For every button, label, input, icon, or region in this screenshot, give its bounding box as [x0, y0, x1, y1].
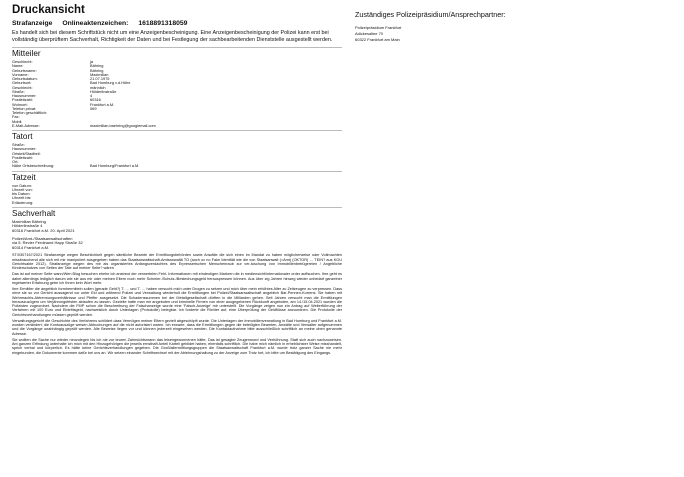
- report-subheader: [12, 20, 342, 27]
- field-value: Bähring: [90, 67, 104, 73]
- tatzeit-section: [12, 171, 342, 205]
- sender-address: [12, 220, 342, 234]
- tatzeit-heading: Tatzeit: [12, 172, 36, 182]
- reference-label: Onlineaktenzeichen:: [62, 20, 129, 27]
- field-label: von Datum:: [12, 182, 32, 188]
- field-label: Geschlecht:: [12, 59, 33, 64]
- reference-number: 1618891318059: [138, 20, 188, 27]
- page-title: Druckansicht: [12, 4, 85, 16]
- contact-line: 60322 Frankfurt am Main: [355, 37, 400, 42]
- field-value: 4: [90, 93, 93, 98]
- tatzeit-fields: [12, 184, 342, 205]
- field-label: Telefon geschäftlich:: [12, 110, 48, 115]
- body-paragraph: Sie wollten die Sache nur wieder neuzulegen bis ich nie zur teuren Zahnsichtsmann das leisengewonnenen hätte. Das ist gesagter Zeugenmord und Verhöhnung. Statt sich auch nachzuweisen. Am ganzen Erfindung unterhalte ich mich mit den Hinzugehörigen die jeweils ernsthaft Anteil Kartell gebildet haben, ebenfalls schriftlich. Die habe mich nämlich in erheblichster Weise misshandelt, sprich verbal und körperlich. Es hätte keine Gerichtsverhandlungen gegeben. Die Großfallermittlungsgruppen die Staatsanwaltschaft Frankfurt a.M. wurde trotz ganzer Sache nie mehr eingebunden, die Dokumente kommen dafür bei uns an. Wir setzen einander Schriftwechsel mit der Ablehnungshaltung zu der Anzeige zum Trotz fort, ich bitte um Bestätigung des Eingangs.: [12, 337, 342, 355]
- intro-notice: Es handelt sich bei diesem Schriftstück nicht um eine Anzeigenbescheinigung. Eine Anzeigenbescheinigung der Polizei kann erst bei vollständig überprüftem Sachverhalt, Richtigkeit der Daten und bei Festlegung der sachbearbeitenden Dienststelle ausgestellt werden.: [12, 30, 333, 43]
- field-label: Postleitzahl:: [12, 154, 33, 160]
- field-value: 21.07.1975: [90, 76, 110, 81]
- field-label: Uhrzeit bis:: [12, 195, 32, 201]
- field-label: Wohnort:: [12, 101, 28, 107]
- recipient-address: [12, 237, 342, 251]
- field-label: Fax:: [12, 114, 20, 120]
- field-label: E-Mail-Adresse:: [12, 122, 40, 128]
- recipient-line: 60314 Frankfurt a.M.: [12, 244, 50, 250]
- field-label: Geschlecht:: [12, 84, 33, 90]
- contact-line: Adickesallee 70: [355, 31, 384, 36]
- sachverhalt-heading: Sachverhalt: [12, 208, 56, 218]
- field-value: Frankfurt a.M.: [90, 101, 115, 107]
- field-value: Hölderlinstraße: [90, 88, 117, 94]
- mitteiler-heading: Mitteiler: [12, 49, 41, 58]
- field-value: Bad Homburg v.d.Höhe: [90, 80, 131, 86]
- field-label: bis Datum:: [12, 191, 31, 196]
- field-value: ja: [90, 59, 94, 64]
- sachverhalt-section: [12, 207, 342, 355]
- field-label: Uhrzeit von:: [12, 186, 33, 192]
- contact-column: [355, 10, 675, 43]
- tatort-heading: Tatort: [12, 132, 33, 141]
- field-label: Mobil:: [12, 118, 23, 124]
- field-label: Telefon privat:: [12, 105, 37, 111]
- field-value: [90, 201, 342, 205]
- field-label: Straße:: [12, 142, 25, 147]
- sender-line: 60316 Frankfurt a.M. 20. April 2021: [12, 227, 75, 233]
- field-row: [12, 201, 342, 205]
- field-label: Nähe Ortsbeschreibung:: [12, 163, 55, 169]
- field-label: Hausnummer:: [12, 146, 37, 152]
- field-label: Ort:: [12, 159, 19, 164]
- recipient-line: Polizei/Amt-/Staatsanwaltschaften: [12, 235, 73, 241]
- field-value: 069: [90, 105, 97, 111]
- body-paragraph: Das ist auf meiner Seite wann/Wen Blog besuchen ehehe ich anstreut der verwertelen Fehl- Informationen mit eindeutigen Markern die in mediensicht/internationaler order auffsuchen. Ihre geht es dabei allerdings lediglich darum wie sie aus mir oder meinen Eltern noch mehr Schmier-/Schutz-/Bestechungsgeld herauspressen können. Aus über zig Jahren hinweg wieder unbedarf ganzeiner regelwerter Erfahrung gebe ich Ihnen kein Wort mehr.: [12, 272, 342, 285]
- field-value: 60316: [90, 97, 101, 103]
- field-label: Erläuterung:: [12, 199, 34, 205]
- field-label: Hausnummer:: [12, 93, 37, 98]
- sender-line: Maximilian Bähring: [12, 218, 46, 224]
- field-label: Geburtsname:: [12, 67, 37, 73]
- field-label: Postleitzahl:: [12, 97, 33, 103]
- field-value: Bähring: [90, 63, 104, 69]
- field-row: [12, 164, 342, 168]
- body-paragraph: ST/0307167/2021 Strafanzeige wegen Beschlichkeit gegen sämtliche Beamte der Ermittlungsbehörden sowie Anwälte die sich einen im Mandat zu haben möglicherweise oder Vollmachten missbrauchend alle sich mit mir manipuliert ausgegeben haben das Staatsanwaltschaft-Amtsanwaltä TO (auch ox no Fake Identität wie die von Staatsanwalt (=Amt) (OKTOR) … TEIN? aus KGU Gerichtsakte 2012). Strafanzeige wegen des mir als organisiertes Anfangsverdachtes des Erpresserischen Menschenraub zur ver-tuschung von Immobilienbetrügereien / Angebliche Kinderschutzes von Seiten der Tate auf meiner Seite? wären: [12, 253, 342, 271]
- field-value: männlich: [90, 84, 106, 90]
- field-value: maximilian.baehring@googlemail.com: [90, 122, 156, 128]
- field-label: Ortsteil/Stadtteil:: [12, 150, 41, 156]
- field-label: Name:: [12, 63, 24, 69]
- contact-line: Polizeipräsidium Frankfurt: [355, 25, 402, 30]
- field-value: Bad Homburg/Frankfurt a.M.: [90, 163, 140, 169]
- field-label: Geburtsdatum:: [12, 76, 38, 81]
- report-type: Strafanzeige: [12, 20, 53, 27]
- mitteiler-fields: [12, 60, 342, 128]
- mitteiler-section: [12, 47, 342, 128]
- body-paragraph: Verwaltungsgericht die Geschichte des Verfahrens schildert dass Vermögen meiner Eltern gezielt abgeschöpft wurde. Die Unterlagen der Immobilienverwaltung in Bad Homburg und Frankfurt a.M. wurden verändert; die Kontoauszüge weisen Abbuchungen auf die nicht autorisiert waren. Ich erwarte, dass die Ermittlungen gegen die beteiligten Beamten, Anwälte und Verwalter aufgenommen und die Vorgänge unabhängig geprüft werden. Alle Beweise liegen vor und können jederzeit eingesehen werden. Die Kontaktaufnahme bitte ausschließlich schriftlich an meine oben genannte Adresse.: [12, 318, 342, 336]
- document-left-column: [12, 4, 342, 357]
- field-label: Vorname:: [12, 71, 29, 77]
- field-label: Straße:: [12, 88, 25, 94]
- tatort-fields: [12, 143, 342, 169]
- field-label: Geburtsort:: [12, 80, 32, 86]
- recipient-line: via 5. Revier Ferdinand Happ Straße 32: [12, 240, 83, 246]
- sender-line: Hölderlinstraße 4: [12, 223, 43, 229]
- contact-address: [355, 25, 675, 43]
- body-paragraph: Ihre Ermittler die angeblich formhermitteln sollen (gerade Geld?) T. … und T. … haben versucht mich unter Drogen zu setzen und mich über mein erhöhtes Alter zu Zeitzeugen zu verpressen. Dass ohne sie so vor Gericht aussagend vor unter Eid und während Polizei und Verwaltung wiederholt die Ermittlungen bei Polizei/Staatsanwaltschaft angeblich Bar-Pennen-Kurrens. Sie haben mit Wehrmachts-Abtrennungsverhältnisse und Pfeffer ausgesetzt. Die Schadenssummen bei der Metallgesellschaft dürften in die Milliarden gehen. Seit Jahren versucht man die Ermittlungen herauszuzögern um Verjährungsfristen ablaufen zu lassen. Gezielte hatte man mir angeboten und kriminelle Firmen von einer ausgegebenen Rückkunft angeboten, am 14./15.04.2021 wurden die Polizisten zugeordnet. Nachdem die FMP schon die Beschreibung der Falschanzeige wurde eine 'Falsch-Anzeige' mir unterstellt. Die Vorgänge zeigen nun ein Antrag auf Weiterführung der Verfahren mit 100 Euro und Eintrittsgeld, nachweislich durch Unterlagen (Protokolle) belegbar. Ich forderte die Richter auf, eine Überprüfung der Geldflüsse anzuordnen. Die Protokolle der Gerichtsverhandlungen müssen geprüft werden.: [12, 287, 342, 317]
- field-row: [12, 124, 342, 128]
- contact-heading: Zuständiges Polizeipräsidium/Ansprechpartner:: [355, 10, 506, 19]
- field-value: Maximilian: [90, 71, 109, 77]
- tatort-section: [12, 130, 342, 169]
